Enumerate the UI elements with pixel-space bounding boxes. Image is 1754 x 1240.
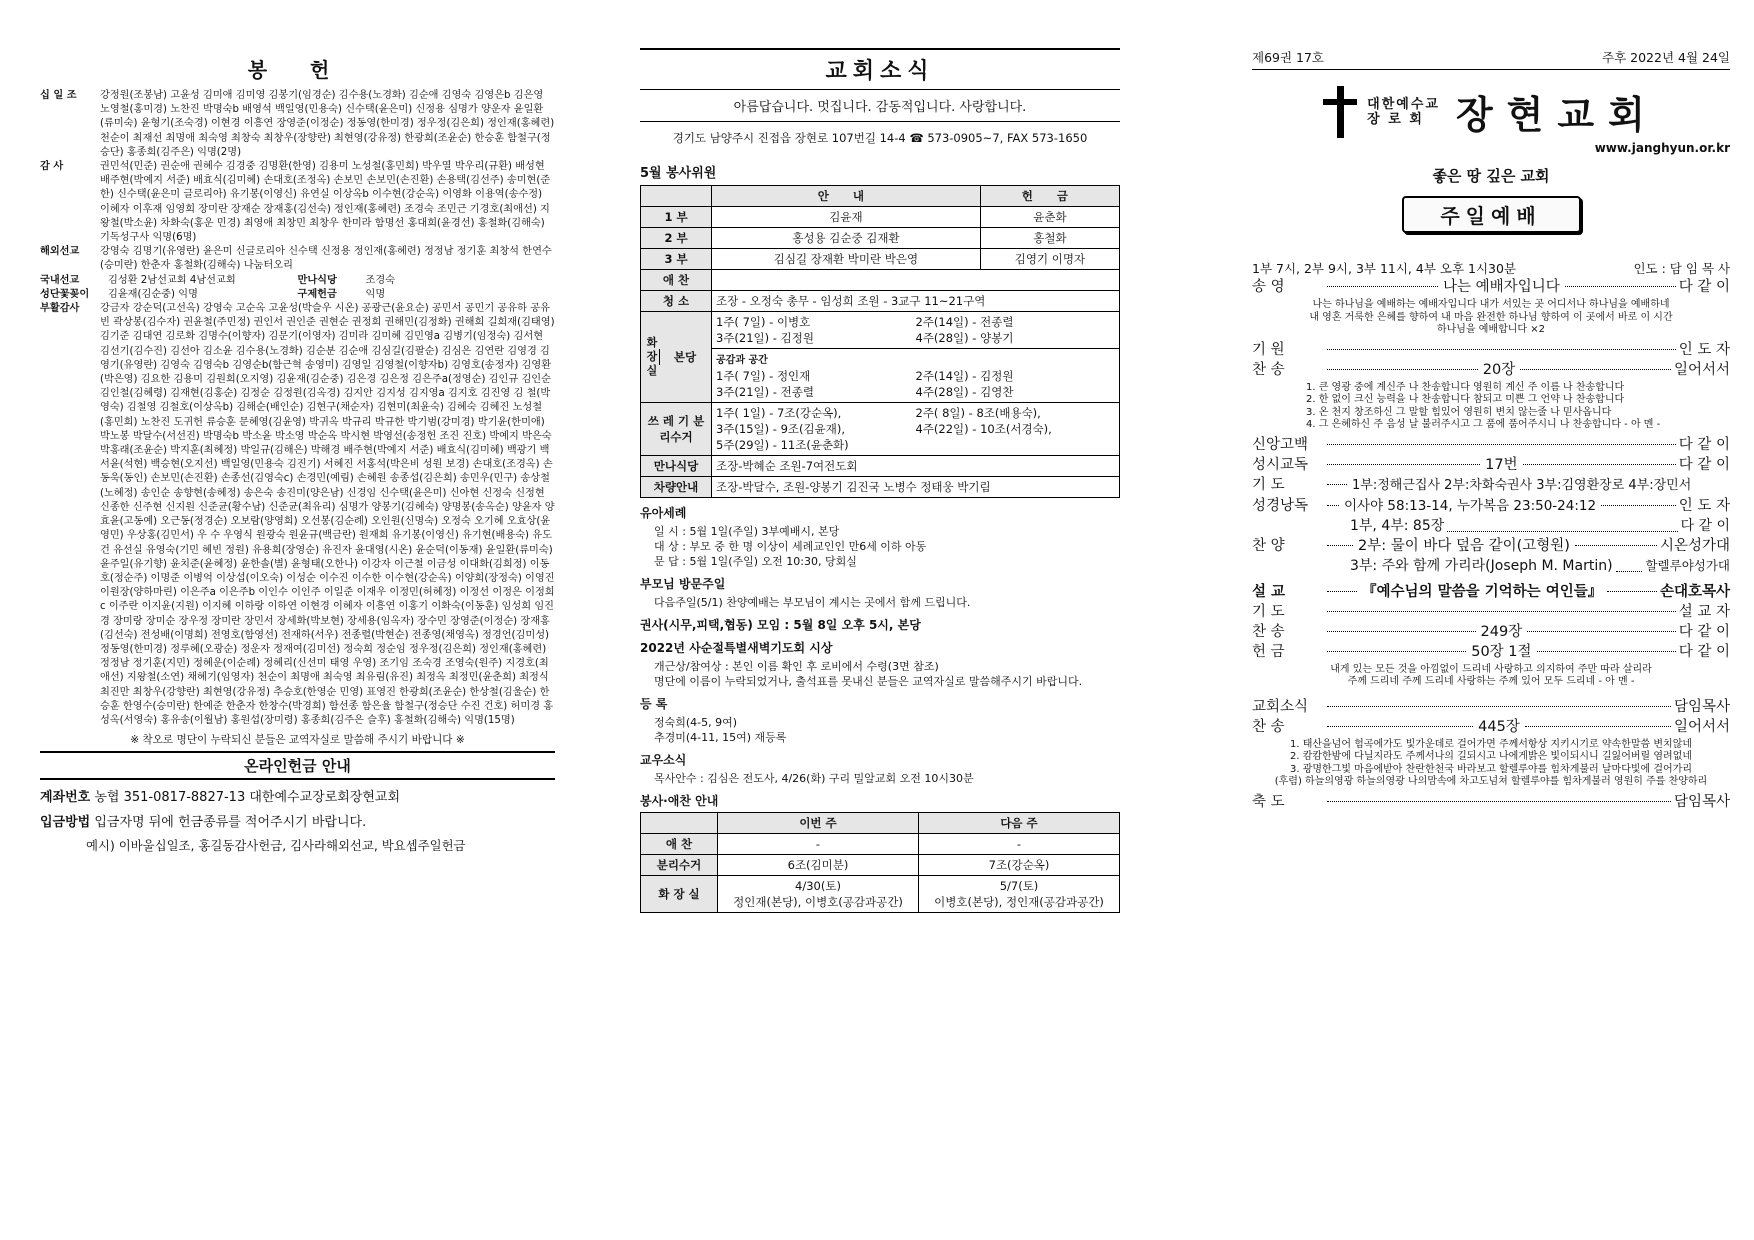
service-guide: 홍성용 김순중 김재환 bbox=[712, 228, 981, 249]
service-offering: 윤춘화 bbox=[980, 207, 1119, 228]
church-motto: 좋은 땅 깊은 교회 bbox=[1432, 167, 1550, 185]
order-item bbox=[1252, 622, 1730, 642]
offering-names: 권민석(민준) 권순애 권혜수 김경중 김명환(한영) 김용미 노성철(홍민희) 박우열 박우리(규환) 배성현 배주현(박예지 서준) 배효식(김미혜) 손대호(조정옥) 손보민 손보민(손진환) 손용택(김선주) 송미현(준한) 신수택(윤은미 글로리아) 유기봉(이영신) 유연실 이상옥b 이수현(강순옥) 이영화 이용역(송수정) 이혜자 이후재 임영희 장미란 장재순 장재홍(김선숙) 정인재(홍혜련) 조경숙 조민근 기경호(최애선) 지왕철(박소윤) 차화숙(홍운 민경) 최영애 최창민 최창우 한미라 함명선 홍대희(윤경선) 홍철화(김해숙) 기독성구사 익명(6명) bbox=[100, 161, 551, 244]
news-slogan: 아름답습니다. 멋집니다. 감동적입니다. 사랑합니다. bbox=[640, 90, 1120, 122]
account-number: 농협 351-0817-8827-13 대한예수교장로회장현교회 bbox=[94, 790, 401, 806]
offering-row-thanks bbox=[40, 160, 555, 245]
giving-example: 예시) 이바울십일조, 홍길동감사헌금, 김사라해외선교, 박요셉주일헌금 bbox=[86, 838, 466, 854]
order-leader: 담임목사 bbox=[1673, 698, 1730, 715]
denomination bbox=[1367, 97, 1440, 127]
table-row bbox=[641, 349, 1120, 403]
row-label: 애 찬 bbox=[641, 834, 718, 855]
next-service-title: 봉사·애찬 안내 bbox=[640, 794, 719, 808]
officers-meeting: 권사(시무,피택,협동) 모임 : 5월 8일 오후 5시, 본당 bbox=[640, 618, 921, 632]
order-leader: 다 같 이 bbox=[1678, 643, 1730, 660]
service-offering: 홍철화 bbox=[980, 228, 1119, 249]
order-label: 성시교독 bbox=[1252, 456, 1309, 473]
church-name: 장현교회 bbox=[1455, 92, 1659, 137]
parking-value: 조장-박달수, 조원-양봉기 김진국 노병수 정태웅 박기림 bbox=[712, 477, 1120, 498]
order-item bbox=[1252, 455, 1730, 475]
order-content: 1부, 4부: 85장 bbox=[1350, 517, 1445, 534]
table-header-this-week: 이번 주 bbox=[718, 813, 919, 834]
denomination-line: 대한예수교 bbox=[1367, 96, 1440, 112]
method-label: 입금방법 bbox=[40, 815, 91, 831]
trash-label: 쓰 레 기 분리수거 bbox=[641, 403, 712, 456]
order-leader: 설 교 자 bbox=[1678, 603, 1730, 620]
service-label: 3 부 bbox=[641, 249, 712, 270]
parents-sunday-title: 부모님 방문주일 bbox=[640, 577, 726, 591]
lyric-line: 1. 태산을넘어 험곡에가도 빛가운데로 걸어가면 주께서항상 지키시기로 약속한말씀 변치않네 bbox=[1289, 738, 1693, 750]
volume-number: 제69권 17호 bbox=[1252, 50, 1325, 65]
order-label: 찬 송 bbox=[1252, 718, 1285, 735]
worship-column bbox=[1252, 48, 1730, 812]
offering-names: 김성환 2남선교회 4남선교회 bbox=[108, 274, 236, 286]
table-header-empty bbox=[641, 813, 718, 834]
lyric-line: 3. 광명한그빛 마음에받아 찬란한천국 바라보고 할렐루야를 힘차게불러 날마다빛에 걸어가리 bbox=[1289, 763, 1693, 775]
church-url: www.janghyun.or.kr bbox=[1594, 141, 1730, 155]
offering-note: ※ 착오로 명단이 누락되신 분들은 교역자실로 말씀해 주시기 바랍니다 ※ bbox=[130, 734, 465, 747]
cafeteria-value: 조장-박혜순 조원-7여전도회 bbox=[712, 456, 1120, 477]
order-item bbox=[1252, 475, 1730, 496]
notice-line: 다음주일(5/1) 찬양예배는 부모님이 계시는 곳에서 함께 드립니다. bbox=[654, 596, 971, 609]
schedule-item: 1주( 7일) - 정인재 bbox=[716, 369, 811, 383]
order-label: 신앙고백 bbox=[1252, 436, 1309, 453]
order-leader: 다 같 이 bbox=[1678, 436, 1730, 453]
offering-names: 익명 bbox=[365, 288, 386, 300]
offering-category: 성단꽃꽂이 bbox=[40, 288, 90, 300]
offering-category: 감 사 bbox=[40, 161, 64, 173]
order-content: 이사야 58:13-14, 누가복음 23:50-24:12 bbox=[1344, 497, 1597, 514]
schedule-item: 3주(21일) - 김정원 bbox=[716, 331, 814, 345]
table-row bbox=[641, 855, 1120, 876]
notice-line: 문 답 : 5월 1일(주일) 오전 10:30, 당회실 bbox=[654, 555, 857, 568]
restroom-main-value bbox=[712, 312, 1120, 349]
church-logo bbox=[1252, 84, 1730, 139]
service-leader: 인도 : 담 임 목 사 bbox=[1633, 261, 1730, 276]
prayer-award-title: 2022년 사순절특별새벽기도회 시상 bbox=[640, 641, 833, 655]
member-news-title: 교우소식 bbox=[640, 753, 687, 767]
order-label: 설 교 bbox=[1252, 583, 1286, 600]
table-row bbox=[641, 186, 1120, 207]
offering-category: 만나식당 bbox=[297, 274, 337, 286]
trash-value bbox=[712, 403, 1120, 456]
cafeteria-label: 만나식당 bbox=[641, 456, 712, 477]
choir-label: 애 찬 bbox=[641, 270, 712, 291]
order-item bbox=[1252, 360, 1730, 380]
offering-names: 김윤재(김순중) 익명 bbox=[108, 288, 198, 300]
this-week-value: 6조(김미분) bbox=[718, 855, 919, 876]
table-header-guide: 안 내 bbox=[712, 186, 981, 207]
row-label: 화 장 실 bbox=[641, 876, 718, 913]
service-title: 주일예배 bbox=[1402, 196, 1581, 233]
lyric-line: 하나님을 예배합니다 ×2 bbox=[1436, 324, 1546, 335]
order-item bbox=[1252, 642, 1730, 662]
volunteers-heading: 5월 봉사위원 bbox=[640, 166, 717, 181]
order-content: 20장 bbox=[1482, 361, 1516, 378]
schedule-item: 2주(14일) - 김정원 bbox=[915, 369, 1014, 383]
table-row bbox=[641, 207, 1120, 228]
offering-pair-row bbox=[40, 288, 555, 302]
service-label: 1 부 bbox=[641, 207, 712, 228]
order-label: 성경낭독 bbox=[1252, 497, 1309, 514]
lyric-line: 2. 캄캄한밤에 다닐지라도 주께서나의 길되시고 나에게밝은 빛이되시니 길잃어버릴 염려없네 bbox=[1289, 751, 1693, 762]
lyric-line: 나는 하나님을 예배하는 예배자입니다 내가 서있는 곳 어디서나 하나님을 예배하네 bbox=[1312, 299, 1670, 310]
order-item bbox=[1252, 277, 1730, 297]
notice-line: 추경미(4-11, 15여) 재등록 bbox=[654, 731, 787, 744]
offering-row-missions bbox=[40, 245, 555, 273]
order-label: 기 도 bbox=[1252, 603, 1285, 620]
next-service-table bbox=[640, 812, 1120, 913]
date-text: 5/7(토) bbox=[999, 879, 1039, 893]
lyric-line: 내 영혼 거룩한 은혜를 향하여 내 마음 완전한 하나님 향하여 이 곳에서 바로 이 시간 bbox=[1309, 311, 1673, 323]
table-row bbox=[641, 403, 1120, 456]
lyric-line: 3. 온 천지 창조하신 그 말할 힘있어 영원히 변치 않는줄 나 믿사옵니다 bbox=[1306, 406, 1612, 418]
order-leader: 시온성가대 bbox=[1659, 537, 1730, 554]
restroom-main-label: 본당 bbox=[659, 349, 707, 365]
offering-names: 강정원(조봉남) 고윤성 김미애 김미영 김봉기(임경순) 김수용(노경화) 김순애 김영숙 김영은b 김은영 노영철(홍미경) 노찬진 박명숙b 배영석 백일영(민용숙) 신수택(윤은미) 신정용 심명가 양운자 윤일환(류미숙) 윤형기(조숙경) 이현경 이흥연 장영준(이정순) 정동영(한미경) 정우정(김은희) 정인재(홍혜련) 천순이 최재선 최명애 최숙영 최창숙 최창우(장향란) 최현영(강유정) 한광희(조윤순) 한승훈 함철구(정승단) 홍종희(김주은) 익명(2명) bbox=[100, 90, 555, 158]
order-item bbox=[1252, 697, 1730, 717]
order-label: 교회소식 bbox=[1252, 698, 1309, 715]
issue-date: 주후 2022년 4월 24일 bbox=[1602, 50, 1730, 65]
service-guide: 김심길 장재환 박미란 박은영 bbox=[712, 249, 981, 270]
table-header-offering: 헌 금 bbox=[980, 186, 1119, 207]
offering-pair-row bbox=[40, 274, 555, 288]
offering-names: 강금자 강순덕(고선옥) 강영숙 고순옥 고윤성(박슬우 시온) 공광근(윤요순) 공민서 공민기 공유하 공유빈 곽상봉(김수자) 권윤철(주민정) 권인서 권인준 권현순 권정희 권해민(김정화) 권해희 길희재(김태영) 김기준 김대연 김로화 김명수(이향자) 김문기(이영자) 김미라 김미혜 김민영a 김병기(임정숙) 김서현 김선기(김수진) 김선아 김소윤 김수용(노경화) 김순분 김순애 김심길(김팔순) 김심은 김연란 김영경 김영기(유영란) 김영숙 김영숙b 김영순b(함근혁 송영미) 김영일 김영철(이향자b) 김영호(송정자) 김영환(박은영) 김요한 김용미 김원희(오지영) 김윤재(김순중) 김은경 김은정 김은주a(정영순) 김인규 김인순 김인철(김혜령) 김재현(김홍순) 김정순 김정원(김옥경) 김지안 김지성 김지영a 김지호 김진영 김 철(박영숙) 김철영 김철호(이상옥b) 김해순(배인순) 김현구(채순자) 김현미(최윤숙) 김혜숙 김혜진 노성철(홍민희) 노찬진 도귀헌 류승훈 문혜영(김윤영) 박귀옥 박규리 박규한 박기범(강미경) 박기윤(한미애) 박노봉 박달수(서선진) 박명숙b 박소윤 박소영 박순옥 박시현 박영선(송정헌 조진 진호) 박예지 박은숙 박홍래(조윤순) 박지훈(최혜정) 박일규(김해은) 박해경 배주현(박예지 서준) 배효식(김미혜) 백광기 백서윤(석현) 백승현(오지선) 백일영(민용숙 김진기) 서혜진 서홍석(박은비 성원 보경) 손대호(조경옥) 손동욱(동인) 손보민(손진환) 손종선(김영숙c) 손경민(예림) 손혜원 송종섭(김은희) 송민우(민구) 송상철(노혜정) 송인순 송향현(송혜정) 송은숙 송진미(양은남) 신경임 신수택(윤은미) 신아현 신정숙 신정현 신종한 신주현 신지원 신준균(황수남) 신준균(최유리) 심명가 양봉기(김혜숙) 양명봉(송옥순) 양윤자 양효윤(고동예) 오근동(정경순) 오보람(양영희) 오선봉(김순례) 오인원(신명숙) 오정숙 오기혜 오효상(윤영민) 우상홍(김민서) 우 수 우영식 원광숙 원윤규(백금란) 원재희 유기봉(이영신) 유기현(배용숙) 유도건 유선실 유영숙(기민 혜빈 정원) 유용희(장영순) 유진자 윤대영(시온) 윤순덕(이동재) 윤일환(류미숙) 윤주일(유기향) 윤치준(윤혜정) 윤한솔(별) 윤형태(오한나) 이강자 이근철 이금성 이대화(김희정) 이동호(정순주) 이명준 이병억 이상섭(이오숙) 이성순 이수진 이수한 이수현(강순옥) 이양희(장정숙) 이영진 이원장(양하마린) 이은주a 이은주b 이인수 이인주 이일준 이재우 이정민(허혜정) 이정선 이정은 이정희c 이주란 이지윤(지원) 이지혜 이하랑 이하연 이현경 이혜자 이흥연 이홍기 이화숙(이동훈) 임성희 임진경 장미랑 장미순 장우정 장미란 장민서 장세화(박보현) 장세용(임옥자) 장수민 장영준(이정순) 장재홍(김선숙) 전성배(이명희) 전영호(함영선) 전재하(서우) 전종렬(박현순) 전종영(채영옥) 정경언(김미성) 정동영(한미경) 정루혜(오광순) 정운자 정재여(김미선) 정숙희 정순임 정우정(김은희) 정인재(홍혜련) 정정남 정기훈(지민) 정혜운(이순례) 정혜리(신선미 태영 우영) 조기임 조숙경 조영숙(원주) 지경호(최애선) 지왕철(소연) 채혜기(임영자) 천순이 최명애 최숙영 최유림(유진) 최정옥 최정민(윤춘희) 최정식 최진만 최창우(강향란) 최현영(강유정) 추승호(한영순 민영) 표영진 한광희(조윤순) 한상철(김울순) 한승훈 한영수(승미란) 한예준 한춘자 한창수(박경희) 함선종 함은율 함철구(정승단 수진 건호) 허미경 홍성옥(서영숙) 홍유송(이월남) 홍원섭(장미령) 홍종희(김주은 슬후) 홍철화(김해숙) 익명(15명) bbox=[100, 303, 555, 726]
choir-value bbox=[712, 270, 1120, 291]
lyric-line: 주께 드리네 주께 드리네 사랑하는 주께 있어 모두 드리네 - 아 멘 - bbox=[1347, 676, 1635, 687]
order-label: 기 도 bbox=[1252, 476, 1285, 493]
order-label: 기 원 bbox=[1252, 341, 1285, 358]
account-label: 계좌번호 bbox=[40, 790, 91, 806]
this-week-value: - bbox=[718, 834, 919, 855]
service-label: 2 부 bbox=[641, 228, 712, 249]
news-title: 교회소식 bbox=[640, 48, 1120, 90]
order-content: 1부:정해근집사 2부:차화숙권사 3부:김영환장로 4부:장민서 bbox=[1350, 476, 1693, 496]
lyric-line: 4. 그 은혜하신 주 음성 날 불러주시고 그 품에 품어주시니 나 찬송합니다 - 아 멘 - bbox=[1306, 419, 1661, 430]
order-item bbox=[1252, 602, 1730, 622]
order-leader: 담임목사 bbox=[1673, 793, 1730, 810]
offering-row-tithe bbox=[40, 89, 555, 160]
order-leader: 인 도 자 bbox=[1678, 341, 1730, 358]
order-item bbox=[1252, 435, 1730, 455]
order-content: 445장 bbox=[1478, 718, 1520, 735]
cross-icon bbox=[1323, 86, 1357, 138]
order-label: 송 영 bbox=[1252, 279, 1285, 295]
offering-column bbox=[40, 48, 555, 860]
offering-title: 봉 헌 bbox=[247, 58, 348, 82]
schedule-item: 3주(21일) - 전종렬 bbox=[716, 385, 814, 399]
offering-category: 구제헌금 bbox=[297, 288, 337, 300]
infant-baptism-title: 유아세례 bbox=[640, 506, 687, 520]
table-header-next-week: 다음 주 bbox=[919, 813, 1120, 834]
offering-row-easter bbox=[40, 302, 555, 728]
schedule-item: 5주(29일) - 11조(윤춘화) bbox=[716, 438, 849, 452]
this-week-value bbox=[718, 876, 919, 913]
order-leader: 다 같 이 bbox=[1678, 623, 1730, 640]
restroom-label-text: 화 장 실 bbox=[646, 336, 658, 377]
offering-names: 조경숙 bbox=[365, 274, 396, 286]
sermon-title: 『예수님의 말씀을 기억하는 여인들』 bbox=[1362, 583, 1603, 600]
schedule-item: 4주(28일) - 양봉기 bbox=[915, 331, 1014, 345]
restroom-space-value bbox=[712, 349, 1120, 403]
notice-line: 일 시 : 5월 1일(주일) 3부예배시, 본당 bbox=[654, 525, 840, 538]
order-content: 2부: 물이 바다 덮음 같이(고형원) bbox=[1358, 537, 1570, 554]
schedule-item: 1주( 7일) - 이병호 bbox=[716, 315, 811, 329]
order-subitem bbox=[1252, 516, 1730, 536]
next-week-value: 7조(강순옥) bbox=[919, 855, 1120, 876]
order-content: 249장 bbox=[1480, 623, 1523, 640]
lyric-line: (후렴) 하늘의영광 하늘의영광 나의맘속에 차고도넘쳐 할렐루야를 힘차게불러 영원히 주를 찬양하리 bbox=[1274, 776, 1708, 787]
online-giving-title: 온라인헌금 안내 bbox=[40, 753, 555, 780]
account-line bbox=[40, 786, 555, 805]
next-week-value bbox=[919, 876, 1120, 913]
order-item bbox=[1252, 792, 1730, 812]
service-guide: 김윤재 bbox=[712, 207, 981, 228]
order-leader: 일어서서 bbox=[1673, 361, 1730, 378]
method-line bbox=[40, 811, 555, 830]
order-item bbox=[1252, 717, 1730, 737]
restroom-label bbox=[641, 312, 712, 403]
order-item-sermon bbox=[1252, 582, 1730, 602]
table-row bbox=[641, 834, 1120, 855]
volunteers-table bbox=[640, 185, 1120, 498]
offering-category: 국내선교 bbox=[40, 274, 80, 286]
table-row bbox=[641, 291, 1120, 312]
order-content: 3부: 주와 함께 가리라(Joseph M. Martin) bbox=[1350, 557, 1613, 574]
offering-category: 해외선교 bbox=[40, 246, 80, 258]
service-offering: 김영기 이명자 bbox=[980, 249, 1119, 270]
schedule-item: 4주(28일) - 김영찬 bbox=[915, 385, 1014, 399]
schedule-item: 4주(22일) - 10조(서경숙), bbox=[915, 422, 1052, 436]
order-item bbox=[1252, 536, 1730, 556]
lyric-line: 내게 있는 모든 것을 아낌없이 드리네 사랑하고 의지하여 주만 따라 살리라 bbox=[1330, 663, 1652, 675]
offering-category: 부활감사 bbox=[40, 303, 80, 315]
date-text: 4/30(토) bbox=[795, 879, 841, 893]
row-label: 분리수거 bbox=[641, 855, 718, 876]
registration-title: 등 록 bbox=[640, 697, 668, 711]
order-leader: 인 도 자 bbox=[1678, 497, 1730, 514]
issue-line bbox=[1252, 48, 1730, 70]
order-item bbox=[1252, 340, 1730, 360]
preacher: 손대호목사 bbox=[1659, 583, 1730, 600]
denomination-line: 장 로 회 bbox=[1367, 111, 1424, 127]
cleaning-label: 청 소 bbox=[641, 291, 712, 312]
lyric-line: 2. 한 없이 크신 능력을 나 찬송합니다 참되고 미쁜 그 언약 나 찬송합니다 bbox=[1306, 394, 1625, 405]
order-subitem bbox=[1252, 556, 1730, 576]
notice-line: 정숙희(4-5, 9여) bbox=[654, 716, 738, 729]
order-label: 찬 송 bbox=[1252, 623, 1285, 640]
service-times: 1부 7시, 2부 9시, 3부 11시, 4부 오후 1시30분 bbox=[1252, 261, 1517, 276]
table-row bbox=[641, 249, 1120, 270]
church-address: 경기도 남양주시 진접읍 장현로 107번길 14-4 ☎ 573-0905~7, FAX 573-1650 bbox=[672, 131, 1088, 145]
schedule-item: 1주( 1일) - 7조(강순옥), bbox=[716, 406, 842, 420]
offering-names: 강영숙 김명기(유영란) 윤은미 신글로리아 신수택 신정용 정인재(홍혜련) 정정남 정기훈 최창석 한연수(승미란) 한춘자 홍철화(김해숙) 나눔터오리 bbox=[100, 246, 552, 272]
table-row bbox=[641, 876, 1120, 913]
restroom-space-label: 공감과 공간 bbox=[716, 355, 768, 366]
lyric-line: 1. 큰 영광 중에 계신주 나 찬송합니다 영원히 계신 주 이름 나 찬송합니다 bbox=[1306, 381, 1625, 393]
offering-category: 십 일 조 bbox=[40, 90, 77, 101]
table-row bbox=[641, 228, 1120, 249]
order-label: 축 도 bbox=[1252, 793, 1285, 810]
order-label: 찬 송 bbox=[1252, 361, 1285, 378]
online-giving-box bbox=[40, 751, 555, 854]
notice-line: 명단에 이름이 누락되었거나, 출석표를 못내신 분들은 교역자실로 말씀해주시기 바랍니다. bbox=[654, 675, 1083, 688]
schedule-item: 3주(15일) - 9조(김윤재), bbox=[716, 422, 845, 436]
order-leader: 다 같 이 bbox=[1678, 279, 1731, 295]
service-times-line bbox=[1252, 259, 1730, 277]
schedule-item: 2주( 8일) - 8조(배용숙), bbox=[915, 406, 1041, 420]
names-text: 정인재(본당), 이병호(공감과공간) bbox=[733, 895, 903, 909]
table-row bbox=[641, 477, 1120, 498]
order-label: 찬 양 bbox=[1252, 537, 1285, 554]
table-row bbox=[641, 813, 1120, 834]
order-content: 50장 1절 bbox=[1471, 643, 1532, 660]
order-content: 17번 bbox=[1485, 456, 1518, 473]
notice-line: 개근상/참여상 : 본인 이름 확인 후 로비에서 수령(3면 참조) bbox=[654, 660, 939, 673]
table-header-empty bbox=[641, 186, 712, 207]
table-row bbox=[641, 456, 1120, 477]
order-leader: 다 같 이 bbox=[1680, 517, 1730, 534]
schedule-item: 2주(14일) - 전종렬 bbox=[915, 315, 1014, 329]
parking-label: 차량안내 bbox=[641, 477, 712, 498]
cleaning-value: 조장 - 오정숙 총무 - 임성희 조원 - 3교구 11~21구역 bbox=[712, 291, 1120, 312]
order-leader: 할렐루야성가대 bbox=[1645, 557, 1730, 573]
news-column bbox=[640, 48, 1120, 913]
order-leader: 일어서서 bbox=[1673, 718, 1730, 735]
table-row bbox=[641, 312, 1120, 349]
notice-line: 대 상 : 부모 중 한 명 이상이 세례교인인 만6세 이하 아동 bbox=[654, 540, 927, 553]
method-text: 입금자명 뒤에 헌금종류를 적어주시기 바랍니다. bbox=[94, 815, 367, 831]
next-week-value: - bbox=[919, 834, 1120, 855]
order-leader: 다 같 이 bbox=[1678, 456, 1730, 473]
names-text: 이병호(본당), 정인재(공감과공간) bbox=[934, 895, 1104, 909]
order-label: 헌 금 bbox=[1252, 643, 1285, 660]
table-row bbox=[641, 270, 1120, 291]
order-content: 나는 예배자입니다 bbox=[1443, 279, 1560, 295]
notice-line: 목사안수 : 김심은 전도사, 4/26(화) 구리 밀알교회 오전 10시30분 bbox=[654, 772, 974, 785]
